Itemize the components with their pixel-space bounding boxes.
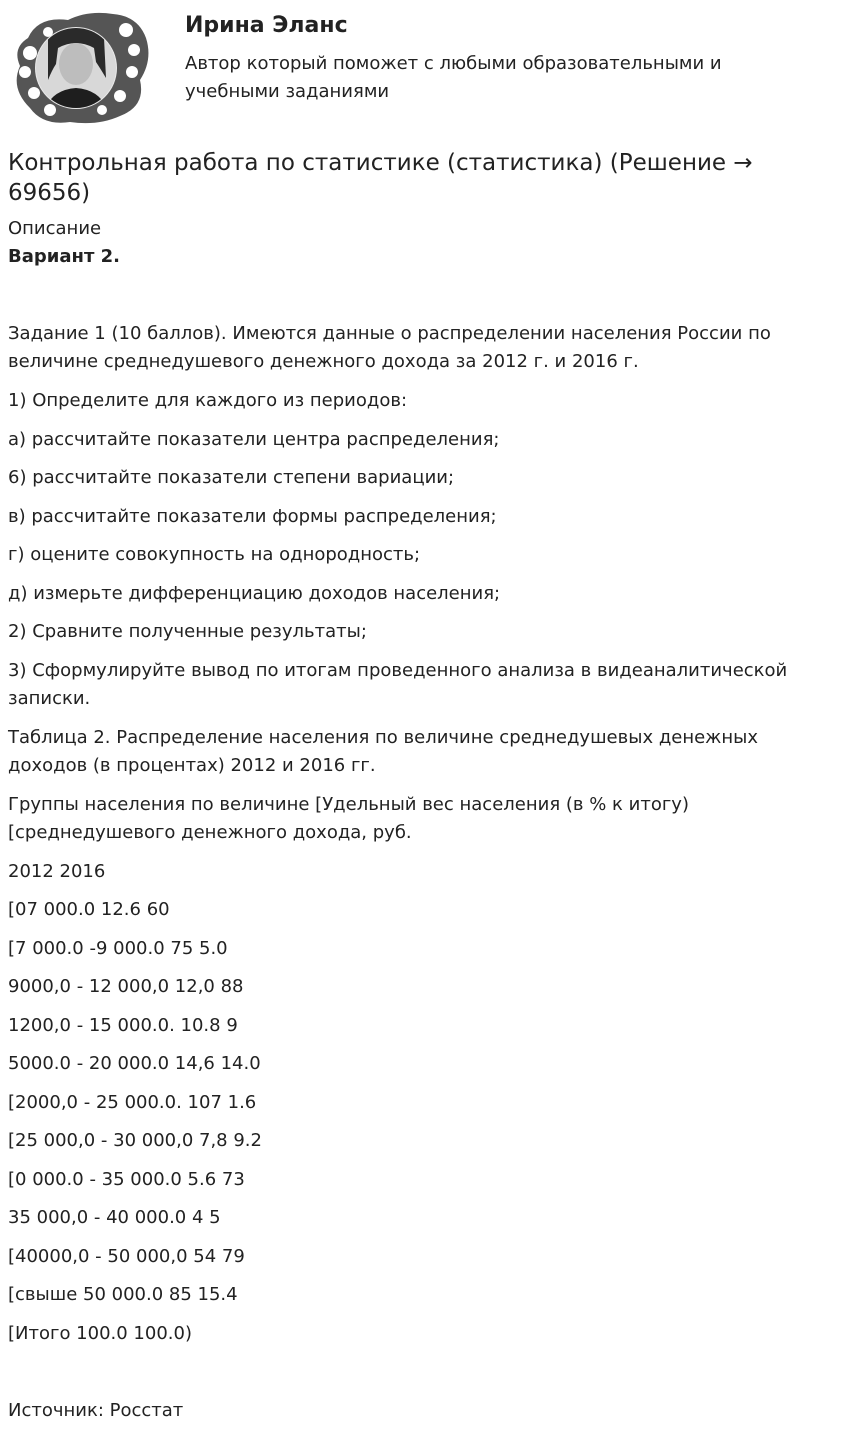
task-step-1: 1) Определите для каждого из периодов: — [8, 390, 408, 411]
table-years: 2012 2016 — [8, 861, 106, 882]
page-title: Контрольная работа по статистике (статистика) (Решение → 69656) — [8, 150, 753, 206]
author-name: Ирина Эланс — [185, 13, 348, 38]
task-step-d: г) оцените совокупность на однородность; — [8, 544, 421, 565]
task-step-3: 3) Сформулируйте вывод по итогам проведенного анализа в видеаналитической записки. — [8, 660, 788, 709]
table-row: [40000,0 - 50 000,0 54 79 — [8, 1246, 245, 1267]
table-row: 9000,0 - 12 000,0 12,0 88 — [8, 976, 244, 997]
task-step-a: а) рассчитайте показатели центра распределения; — [8, 429, 500, 450]
task-step-b: 6) рассчитайте показатели степени вариации; — [8, 467, 455, 488]
author-avatar — [8, 8, 150, 126]
variant-heading: Вариант 2. — [8, 246, 121, 267]
task-step-2: 2) Сравните полученные результаты; — [8, 621, 367, 642]
table-row: [07 000.0 12.6 60 — [8, 899, 170, 920]
task-intro: Задание 1 (10 баллов). Имеются данные о распределении населения России по величине среднедушевого денежного дохода за 2012 г. и 2016 г. — [8, 323, 771, 372]
table-row: [0 000.0 - 35 000.0 5.6 73 — [8, 1169, 245, 1190]
table-row: 5000.0 - 20 000.0 14,6 14.0 — [8, 1053, 261, 1074]
table-row: [7 000.0 -9 000.0 75 5.0 — [8, 938, 228, 959]
table-row: [25 000,0 - 30 000,0 7,8 9.2 — [8, 1130, 262, 1151]
author-description: Автор который поможет с любыми образовательными и учебными заданиями — [185, 53, 722, 102]
table-caption: Таблица 2. Распределение населения по величине среднедушевых денежных доходов (в процентах) 2012 и 2016 гг. — [8, 727, 759, 776]
description-label: Описание — [8, 218, 102, 239]
table-row: [Итого 100.0 100.0) — [8, 1323, 192, 1344]
task-step-e: д) измерьте дифференциацию доходов населения; — [8, 583, 501, 604]
table-row: [свыше 50 000.0 85 15.4 — [8, 1284, 238, 1305]
table-row: 1200,0 - 15 000.0. 10.8 9 — [8, 1015, 238, 1036]
table-row: 35 000,0 - 40 000.0 4 5 — [8, 1207, 221, 1228]
table-header: Группы населения по величине [Удельный вес населения (в % к итогу) [среднедушевого денежного дохода, руб. — [8, 794, 689, 843]
task-step-c: в) рассчитайте показатели формы распределения; — [8, 506, 497, 527]
table-row: [2000,0 - 25 000.0. 107 1.6 — [8, 1092, 257, 1113]
source-note: Источник: Росстат — [8, 1400, 184, 1421]
author-header — [0, 0, 847, 130]
